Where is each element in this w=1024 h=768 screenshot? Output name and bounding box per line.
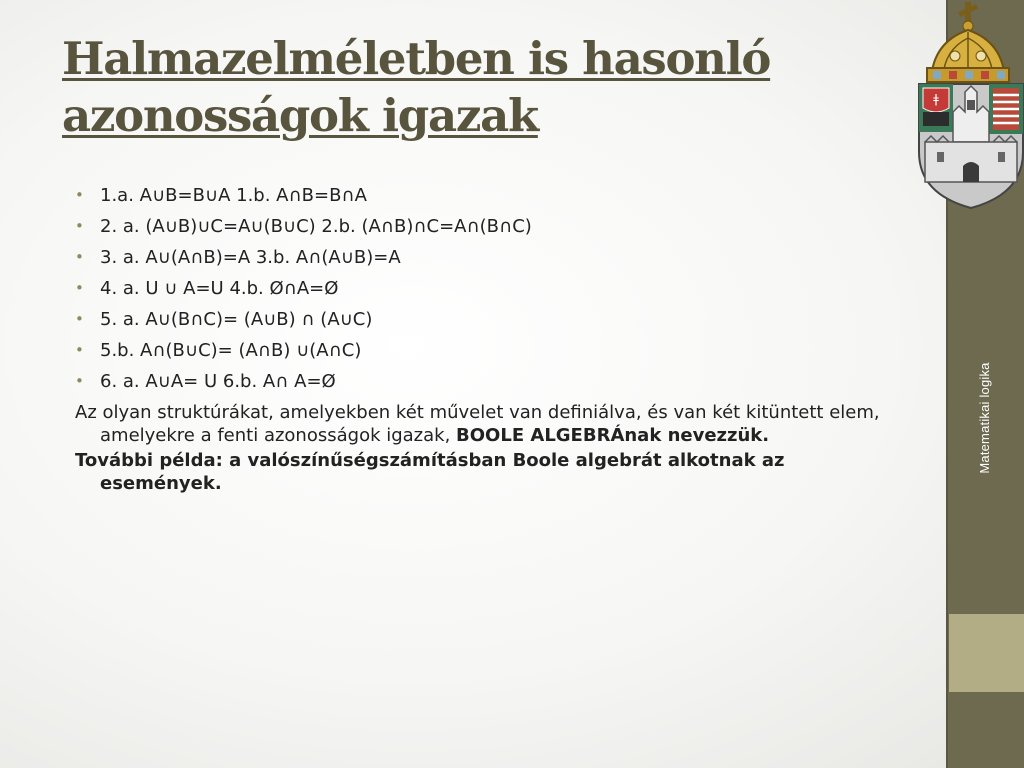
identity-list	[75, 180, 905, 397]
crown	[927, 30, 1009, 82]
list-item-text: 2. a. (A∪B)∪C=A∪(B∪C) 2.b. (A∩B)∩C=A∩(B∩C)	[100, 216, 532, 237]
boole-definition-paragraph	[75, 401, 905, 447]
coat-of-arms-icon	[913, 2, 1024, 210]
slide-title: Halmazelméletben is hasonló azonosságok igazak	[62, 32, 771, 142]
list-item	[75, 211, 905, 242]
slide-content	[75, 180, 905, 495]
bullet-icon: •	[75, 310, 84, 328]
list-item	[75, 273, 905, 304]
bullet-icon: •	[75, 341, 84, 359]
list-item	[75, 242, 905, 273]
list-item	[75, 180, 905, 211]
list-item-text: 5. a. A∪(B∩C)= (A∪B) ∩ (A∪C)	[100, 309, 373, 330]
example-paragraph: További példa: a valószínűségszámításban Boole algebrát alkotnak az események.	[75, 450, 785, 494]
bullet-icon: •	[75, 217, 84, 235]
definition-bold-text: BOOLE ALGEBRÁnak nevezzük.	[456, 425, 770, 446]
shield	[919, 84, 1023, 208]
crown-cross	[958, 2, 978, 31]
definition-text: Az olyan struktúrákat, amelyekben két művelet van definiálva, és van két kitüntett elem, amelyekre a fenti azonosságok igazak,	[75, 402, 880, 446]
sidebar-label: Matematikai logika	[977, 362, 992, 474]
list-item-text: 6. a. A∪A= U 6.b. A∩ A=Ø	[100, 371, 336, 392]
bullet-icon: •	[75, 248, 84, 266]
list-item	[75, 304, 905, 335]
bullet-icon: •	[75, 186, 84, 204]
list-item-text: 5.b. A∩(B∪C)= (A∩B) ∪(A∩C)	[100, 340, 362, 361]
list-item-text: 4. a. U ∪ A=U 4.b. Ø∩A=Ø	[100, 278, 339, 299]
list-item	[75, 335, 905, 366]
list-item-text: 1.a. A∪B=B∪A 1.b. A∩B=B∩A	[100, 185, 367, 206]
svg-text:ǂ: ǂ	[933, 92, 939, 106]
bullet-icon: •	[75, 279, 84, 297]
list-item	[75, 366, 905, 397]
list-item-text: 3. a. A∪(A∩B)=A 3.b. A∩(A∪B)=A	[100, 247, 401, 268]
sidebar-accent-block	[949, 614, 1024, 692]
bullet-icon: •	[75, 372, 84, 390]
